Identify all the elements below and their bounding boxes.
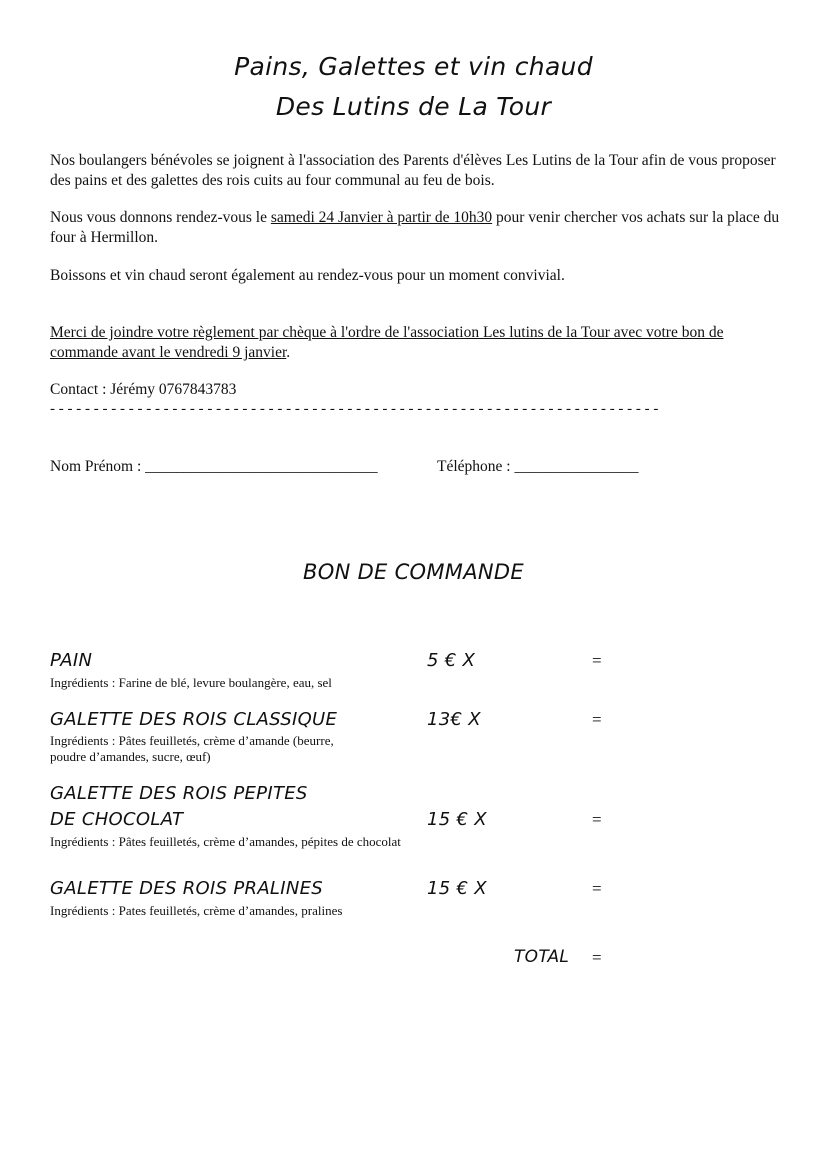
item-total-pain[interactable]: = — [592, 651, 602, 670]
item-price-galette-pepites: 15 € X — [427, 809, 487, 830]
item-name-galette-pralines: GALETTE DES ROIS PRALINES — [50, 878, 324, 899]
event-date: samedi 24 Janvier à partir de 10h30 — [270, 209, 493, 226]
total-label: TOTAL — [514, 947, 570, 967]
item-total-galette-classique[interactable]: = — [592, 710, 602, 729]
item-name-pain: PAIN — [50, 650, 93, 671]
payment-notice-period: . — [286, 344, 291, 361]
order-title: BON DE COMMANDE — [303, 560, 524, 584]
item-name-galette-pepites-2: DE CHOCOLAT — [50, 809, 184, 830]
item-total-galette-pepites[interactable]: = — [592, 810, 602, 829]
item-name-galette-pepites-1: GALETTE DES ROIS PEPITES — [50, 783, 308, 804]
item-price-pain: 5 € X — [427, 650, 476, 671]
item-price-galette-pralines: 15 € X — [427, 878, 487, 899]
item-ingredients-galette-classique-2: poudre d’amandes, sucre, œuf) — [50, 749, 211, 764]
item-name-galette-classique: GALETTE DES ROIS CLASSIQUE — [50, 709, 338, 730]
intro-paragraph-1: Nos boulangers bénévoles se joignent à l'association des Parents d'élèves Les Lutins de la Tour afin de vous proposer des pains et des galettes des rois cuits au four communal au feu de bois. — [50, 152, 776, 189]
title-line-2: Des Lutins de La Tour — [275, 92, 552, 121]
item-ingredients-galette-pepites: Ingrédients : Pâtes feuilletés, crème d’amandes, pépites de chocolat — [50, 834, 401, 849]
payment-notice — [50, 323, 780, 363]
cut-line-separator: - - - - - - - - - - - - - - - - - - - - - - - - - - - - - - - - - - - - - - - - - - - - - - - - - - - - - - - - - - - - - - - - - - - - - - — [50, 401, 659, 417]
intro-paragraph-3: Boissons et vin chaud seront également au rendez-vous pour un moment convivial. — [50, 267, 565, 284]
item-ingredients-galette-pralines: Ingrédients : Pates feuilletés, crème d’amandes, pralines — [50, 903, 343, 918]
payment-notice-text: Merci de joindre votre règlement par chèque à l'ordre de l'association Les lutins de la Tour avec votre bon de commande avant le vendredi 9 janvier — [50, 324, 724, 361]
item-ingredients-galette-classique-1: Ingrédients : Pâtes feuilletés, crème d’amande (beurre, — [50, 733, 334, 748]
item-ingredients-pain: Ingrédients : Farine de blé, levure boulangère, eau, sel — [50, 675, 332, 690]
total-field[interactable]: = — [592, 948, 602, 967]
item-price-galette-classique: 13€ X — [427, 709, 481, 730]
name-field[interactable]: Nom Prénom : ______________________________ — [50, 458, 378, 475]
item-total-galette-pralines[interactable]: = — [592, 879, 602, 898]
paragraph-2-start: Nous vous donnons rendez-vous le — [50, 209, 271, 226]
paragraph-2-end: pour venir chercher vos achats sur la place du four à Hermillon. — [50, 209, 780, 246]
title-line-1: Pains, Galettes et vin chaud — [234, 52, 593, 81]
intro-paragraph-2 — [50, 208, 780, 248]
phone-field[interactable]: Téléphone : ________________ — [437, 458, 639, 475]
contact-line: Contact : Jérémy 0767843783 — [50, 381, 237, 398]
